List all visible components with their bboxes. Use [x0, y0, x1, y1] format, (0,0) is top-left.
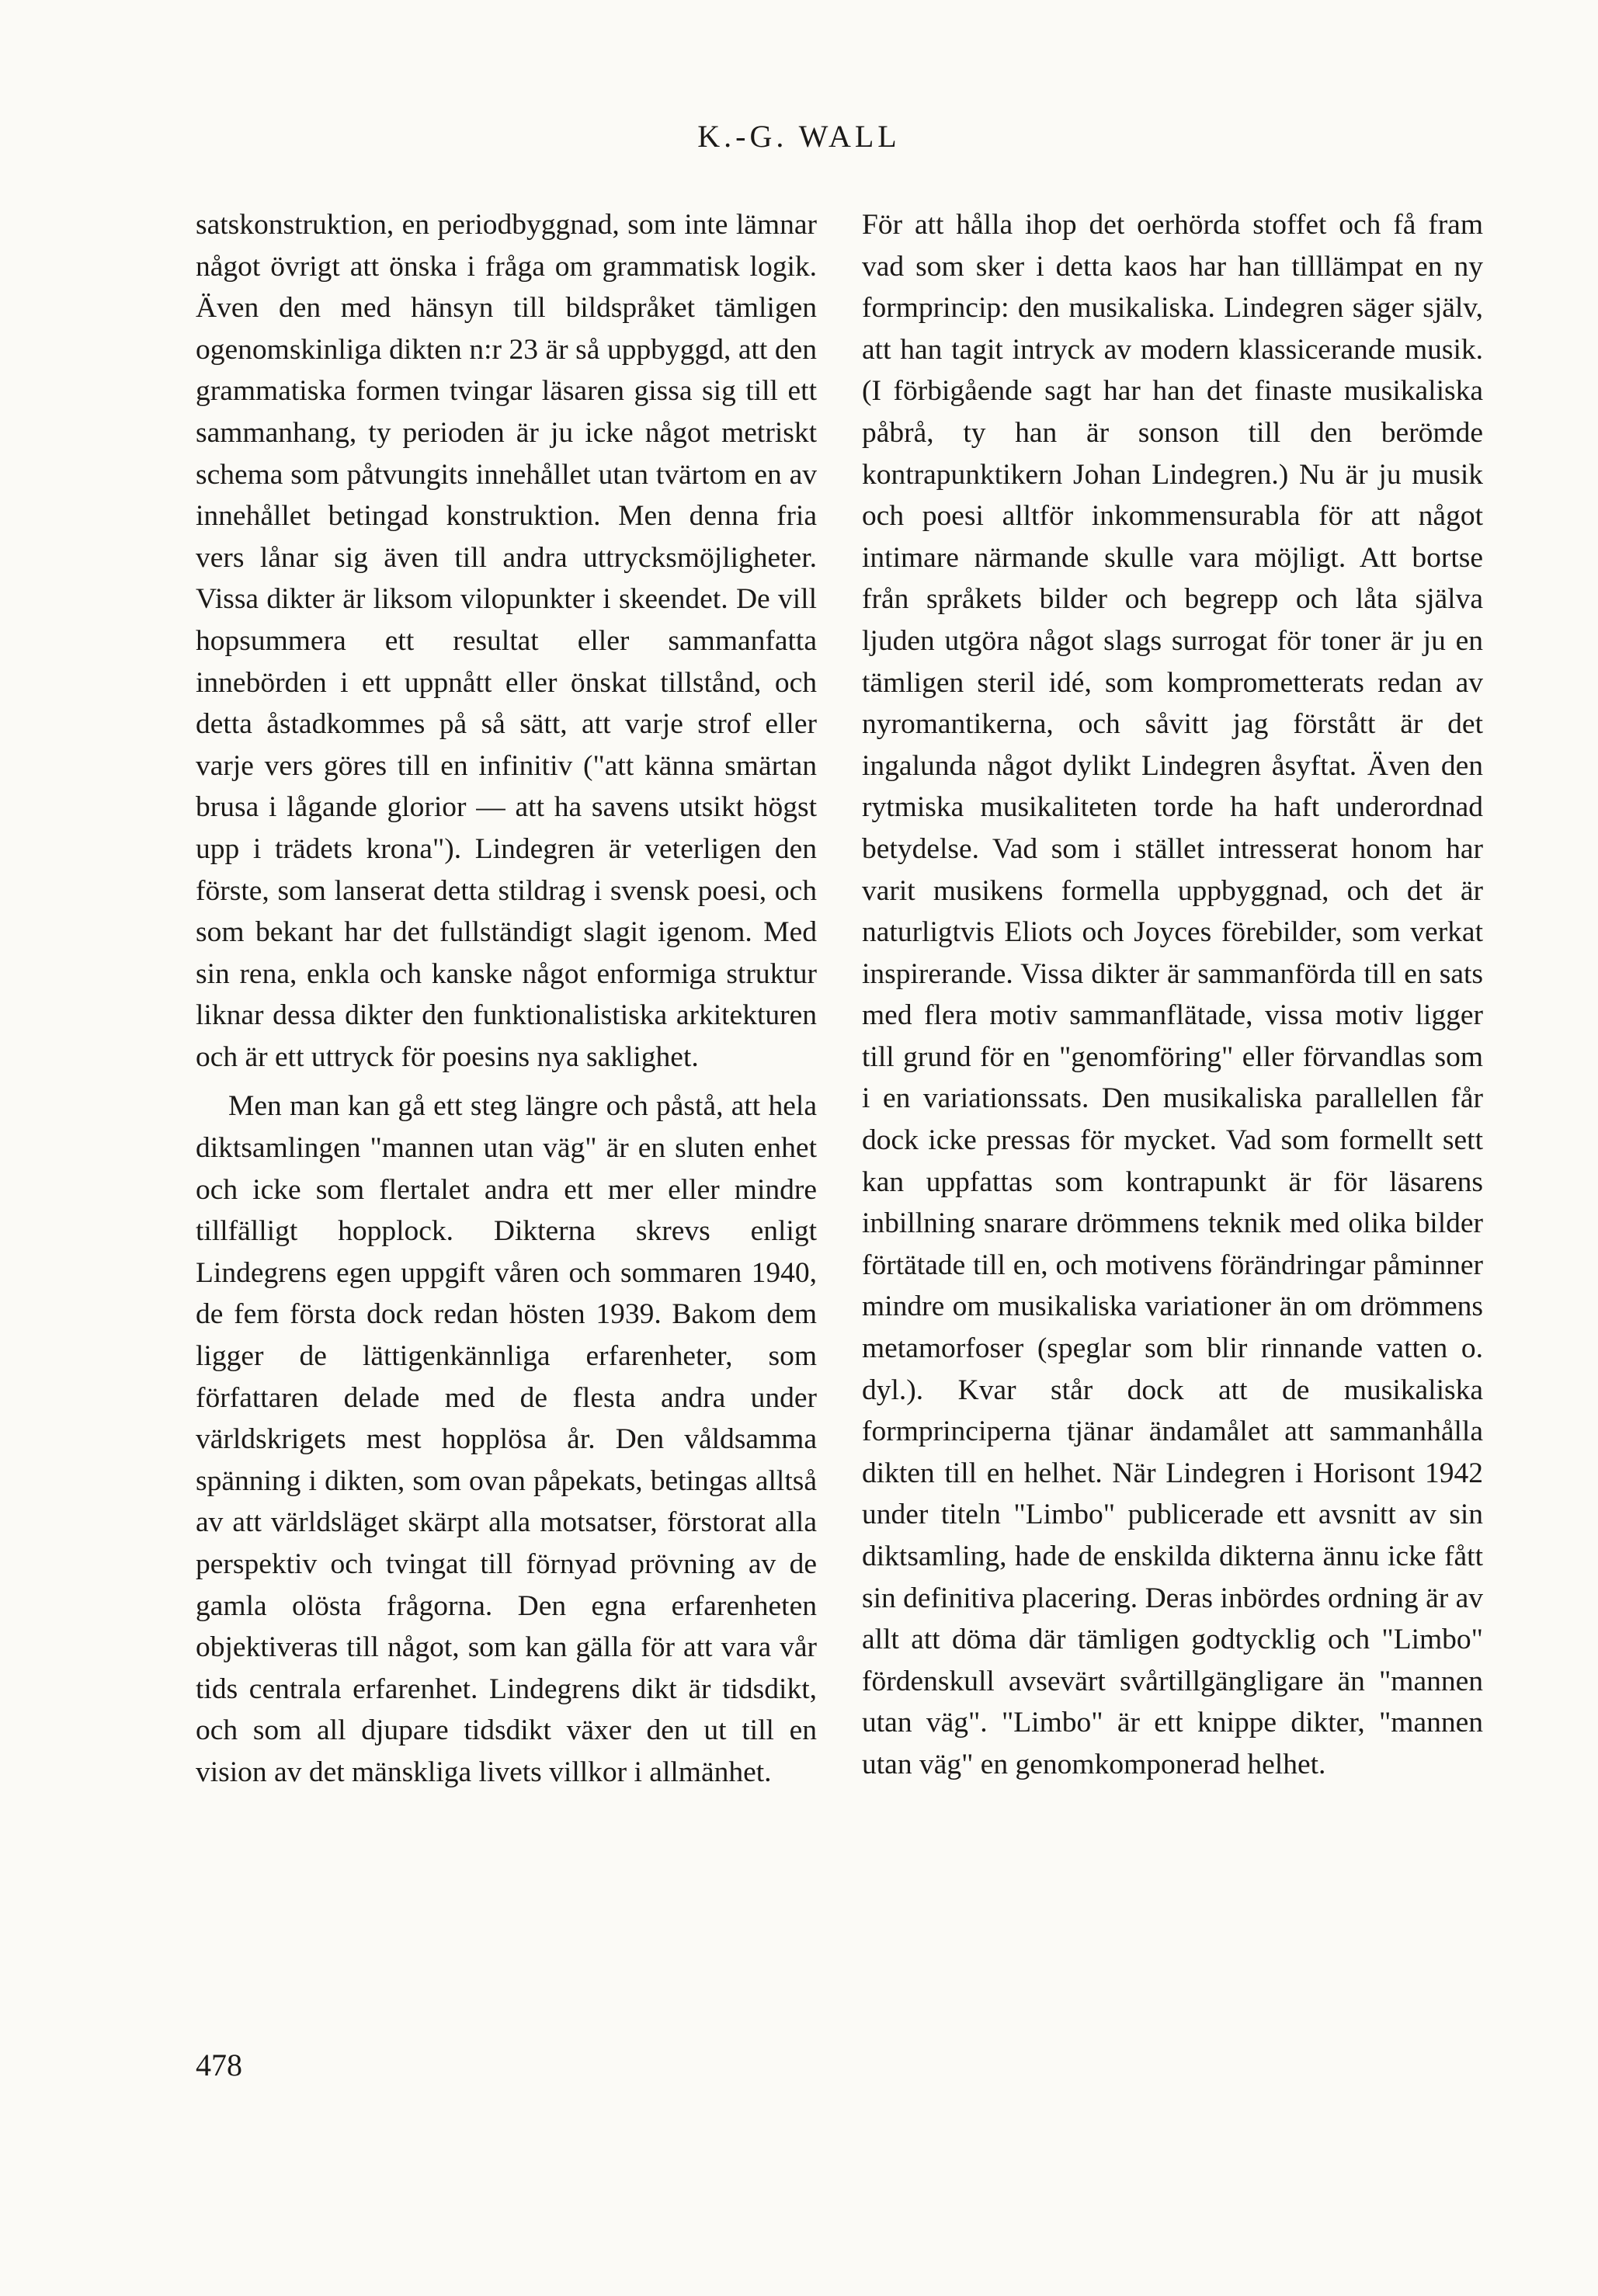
running-head: K.-G. WALL: [697, 119, 901, 154]
paragraph: satskonstruktion, en periodbyggnad, som inte lämnar något övrigt att önska i fråga om grammatisk logik. Även den med hänsyn till bildspråket tämligen ogenomskinliga dikten n:r 23 är så uppbyggd, att den grammatiska formen tvingar läsaren gissa sig till ett sammanhang, ty perioden är ju icke något metriskt schema som påtvungits innehållet utan tvärtom en av innehållet betingad konstruktion. Men denna fria vers lånar sig även till andra uttrycksmöjligheter. Vissa dikter är liksom vilopunkter i skeendet. De vill hopsummera ett resultat eller sammanfatta innebörden i ett uppnått eller önskat tillstånd, och detta åstadkommes på så sätt, att varje strof eller varje vers göres till en infinitiv ("att känna smärtan brusa i lågande glorior — att ha savens utsikt högst upp i trädets krona"). Lindegren är veterligen den förste, som lanserat detta stildrag i svensk poesi, och som bekant har det fullständigt slagit igenom. Med sin rena, enkla och kanske något enformiga struktur liknar dessa dikter den funktionalistiska arkitekturen och är ett uttryck för poesins nya saklighet.: [196, 209, 817, 1073]
right-column: [862, 204, 1483, 1786]
page-number: 478: [196, 2048, 242, 2082]
paragraph: Men man kan gå ett steg längre och påstå, att hela diktsamlingen "mannen utan väg" är en sluten enhet och icke som flertalet andra ett mer eller mindre tillfälligt hopplock. Dikterna skrevs enligt Lindegrens egen uppgift våren och sommaren 1940, de fem första dock redan hösten 1939. Bakom dem ligger de lättigenkännliga erfarenheter, som författaren delade med de flesta andra under världskrigets mest hopplösa år. Den våldsamma spänning i dikten, som ovan påpekats, betingas alltså av att världsläget skärpt alla motsatser, förstorat alla perspektiv och tvingat till förnyad prövning av de gamla olösta frågorna. Den egna erfarenheten objektiveras till något, som kan gälla för att vara vår tids centrala erfarenhet. Lindegrens dikt är tidsdikt, och som all djupare tidsdikt växer den ut till en vision av det mänskliga livets villkor i allmänhet.: [196, 1090, 817, 1788]
left-column: [196, 204, 817, 1794]
paragraph: För att hålla ihop det oerhörda stoffet och få fram vad som sker i detta kaos har han tilllämpat en ny formprincip: den musikaliska. Lindegren säger själv, att han tagit intryck av modern klassicerande musik. (I förbigående sagt har han det finaste musikaliska påbrå, ty han är sonson till den berömde kontrapunktikern Johan Lindegren.) Nu är ju musik och poesi alltför inkommensurabla för att något intimare närmande skulle vara möjligt. Att bortse från språkets bilder och begrepp och låta själva ljuden utgöra något slags surrogat för toner är ju en tämligen steril idé, som komprometterats redan av nyromantikerna, och såvitt jag förstått är det ingalunda något dylikt Lindegren åsyftat. Även den rytmiska musikaliteten torde ha haft underordnad betydelse. Vad som i stället intresserat honom har varit musikens formella uppbyggnad, och det är naturligtvis Eliots och Joyces förebilder, som verkat inspirerande. Vissa dikter är sammanförda till en sats med flera motiv sammanflätade, vissa motiv ligger till grund för en "genomföring" eller förvandlas som i en variationssats. Den musikaliska parallellen får dock icke pressas för mycket. Vad som formellt sett kan uppfattas som kontrapunkt är för läsarens inbillning snarare drömmens teknik med olika bilder förtätade till en, och motivens förändringar påminner mindre om musikaliska variationer än om drömmens metamorfoser (speglar som blir rinnande vatten o. dyl.). Kvar står dock att de musikaliska formprinciperna tjänar ändamålet att sammanhålla dikten till en helhet. När Lindegren i Horisont 1942 under titeln "Limbo" publicerade ett avsnitt av sin diktsamling, hade de enskilda dikterna ännu icke fått sin definitiva placering. Deras inbördes ordning är av allt att döma där tämligen godtycklig och "Limbo" fördenskull avsevärt svårtillgängligare än "mannen utan väg". "Limbo" är ett knippe dikter, "mannen utan väg" en genomkomponerad helhet.: [862, 209, 1483, 1780]
